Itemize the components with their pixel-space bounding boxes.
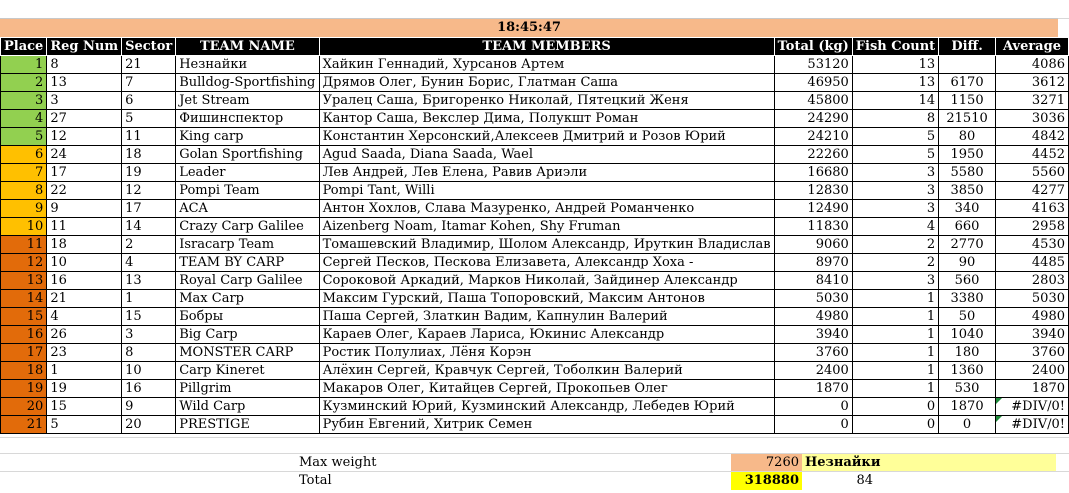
cell-average[interactable]: 2803	[995, 272, 1068, 290]
cell-diff[interactable]: 180	[939, 344, 996, 362]
header-average[interactable]: Average	[995, 38, 1068, 56]
cell-reg-num[interactable]: 23	[47, 344, 122, 362]
cell-diff[interactable]: 560	[939, 272, 996, 290]
cell-place[interactable]: 21	[1, 416, 47, 434]
max-weight-team[interactable]: Незнайки	[802, 454, 1056, 472]
cell-average[interactable]: 4485	[995, 254, 1068, 272]
table-row	[1, 200, 1069, 218]
cell-team-name[interactable]: Незнайки	[176, 56, 319, 74]
cell-fish-count[interactable]: 1	[852, 326, 938, 344]
table-row	[1, 416, 1069, 434]
cell-average[interactable]: 2958	[995, 218, 1068, 236]
cell-diff[interactable]: 1040	[939, 326, 996, 344]
cell-fish-count[interactable]: 4	[852, 218, 938, 236]
cell-sector[interactable]: 13	[122, 272, 176, 290]
cell-fish-count[interactable]: 1	[852, 380, 938, 398]
cell-total[interactable]: 12490	[774, 200, 852, 218]
cell-sector[interactable]: 21	[122, 56, 176, 74]
cell-team-name[interactable]: Wild Carp	[176, 398, 319, 416]
cell-average[interactable]: 2400	[995, 362, 1068, 380]
cell-diff[interactable]: 340	[939, 200, 996, 218]
cell-diff[interactable]: 50	[939, 308, 996, 326]
cell-sector[interactable]: 8	[122, 344, 176, 362]
cell-average[interactable]: #DIV/0!	[995, 416, 1068, 434]
cell-diff[interactable]: 0	[939, 416, 996, 434]
cell-team-members[interactable]: Алёхин Сергей, Кравчук Сергей, Тоболкин Валерий	[319, 362, 774, 380]
cell-total[interactable]: 8410	[774, 272, 852, 290]
cell-average[interactable]: 3940	[995, 326, 1068, 344]
cell-sector[interactable]: 3	[122, 326, 176, 344]
cell-fish-count[interactable]: 0	[852, 416, 938, 434]
cell-fish-count[interactable]: 8	[852, 110, 938, 128]
table-row	[1, 272, 1069, 290]
cell-fish-count[interactable]: 13	[852, 56, 938, 74]
table-row	[1, 254, 1069, 272]
cell-place[interactable]: 3	[1, 92, 47, 110]
cell-diff[interactable]	[939, 56, 996, 74]
cell-team-members[interactable]: Константин Херсонский,Алексеев Дмитрий и Розов Юрий	[319, 128, 774, 146]
cell-place[interactable]: 2	[1, 74, 47, 92]
cell-team-name[interactable]: Crazy Carp Galilee	[176, 218, 319, 236]
cell-sector[interactable]: 12	[122, 182, 176, 200]
header-team-members[interactable]: TEAM MEMBERS	[319, 38, 774, 56]
cell-average[interactable]: 3612	[995, 74, 1068, 92]
cell-team-members[interactable]: Караев Олег, Караев Лариса, Юкинис Александр	[319, 326, 774, 344]
cell-team-members[interactable]: Aizenberg Noam, Itamar Kohen, Shy Fruman	[319, 218, 774, 236]
cell-diff[interactable]: 530	[939, 380, 996, 398]
cell-diff[interactable]: 2770	[939, 236, 996, 254]
cell-fish-count[interactable]: 3	[852, 164, 938, 182]
results-body	[1, 56, 1069, 434]
cell-fish-count[interactable]: 3	[852, 200, 938, 218]
cell-total[interactable]: 24290	[774, 110, 852, 128]
cell-fish-count[interactable]: 1	[852, 290, 938, 308]
cell-place[interactable]: 19	[1, 380, 47, 398]
table-row	[1, 92, 1069, 110]
cell-fish-count[interactable]: 3	[852, 182, 938, 200]
cell-team-name[interactable]: Isracarp Team	[176, 236, 319, 254]
cell-reg-num[interactable]: 27	[47, 110, 122, 128]
header-reg-num[interactable]: Reg Num	[47, 38, 122, 56]
cell-reg-num[interactable]: 19	[47, 380, 122, 398]
max-weight-label[interactable]: Max weight	[299, 455, 377, 470]
cell-place[interactable]: 20	[1, 398, 47, 416]
cell-diff[interactable]: 6170	[939, 74, 996, 92]
cell-sector[interactable]: 17	[122, 200, 176, 218]
cell-team-members[interactable]: Pompi Tant, Willi	[319, 182, 774, 200]
table-row	[1, 128, 1069, 146]
cell-average[interactable]: #DIV/0!	[995, 398, 1068, 416]
cell-total[interactable]: 1870	[774, 380, 852, 398]
cell-sector[interactable]: 2	[122, 236, 176, 254]
cell-total[interactable]: 2400	[774, 362, 852, 380]
total-fish-value[interactable]: 84	[856, 473, 873, 488]
cell-team-name[interactable]: Фишинспектор	[176, 110, 319, 128]
cell-total[interactable]: 53120	[774, 56, 852, 74]
cell-reg-num[interactable]: 4	[47, 308, 122, 326]
timer-cell[interactable]: 18:45:47	[0, 18, 1058, 38]
max-weight-row	[0, 453, 1069, 472]
cell-place[interactable]: 11	[1, 236, 47, 254]
cell-reg-num[interactable]: 8	[47, 56, 122, 74]
table-row	[1, 74, 1069, 92]
cell-team-name[interactable]: TEAM BY CARP	[176, 254, 319, 272]
cell-sector[interactable]: 19	[122, 164, 176, 182]
cell-team-name[interactable]: Pompi Team	[176, 182, 319, 200]
cell-team-members[interactable]: Хайкин Геннадий, Хурсанов Артем	[319, 56, 774, 74]
cell-average[interactable]: 1870	[995, 380, 1068, 398]
table-row	[1, 344, 1069, 362]
cell-team-members[interactable]: Паша Сергей, Златкин Вадим, Капнулин Валерий	[319, 308, 774, 326]
cell-team-name[interactable]: King carp	[176, 128, 319, 146]
cell-team-members[interactable]: Ростик Полулиах, Лёня Корэн	[319, 344, 774, 362]
cell-total[interactable]: 24210	[774, 128, 852, 146]
cell-team-members[interactable]: Лев Андрей, Лев Елена, Равив Ариэли	[319, 164, 774, 182]
table-row	[1, 308, 1069, 326]
cell-reg-num[interactable]: 1	[47, 362, 122, 380]
cell-reg-num[interactable]: 3	[47, 92, 122, 110]
header-fish-count[interactable]: Fish Count	[852, 38, 938, 56]
cell-reg-num[interactable]: 13	[47, 74, 122, 92]
cell-reg-num[interactable]: 15	[47, 398, 122, 416]
cell-average[interactable]: 4086	[995, 56, 1068, 74]
cell-team-members[interactable]: Кантор Саша, Векслер Дима, Полукшт Роман	[319, 110, 774, 128]
cell-average[interactable]: 4277	[995, 182, 1068, 200]
cell-average[interactable]: 5030	[995, 290, 1068, 308]
cell-team-members[interactable]: Сергей Песков, Пескова Елизавета, Александр Хоха -	[319, 254, 774, 272]
cell-total[interactable]: 22260	[774, 146, 852, 164]
cell-reg-num[interactable]: 24	[47, 146, 122, 164]
cell-average[interactable]: 4163	[995, 200, 1068, 218]
cell-total[interactable]: 46950	[774, 74, 852, 92]
cell-reg-num[interactable]: 12	[47, 128, 122, 146]
cell-total[interactable]: 0	[774, 416, 852, 434]
cell-place[interactable]: 16	[1, 326, 47, 344]
cell-diff[interactable]: 1870	[939, 398, 996, 416]
cell-average[interactable]: 4530	[995, 236, 1068, 254]
cell-average[interactable]: 4980	[995, 308, 1068, 326]
results-table	[0, 37, 1069, 434]
table-row	[1, 380, 1069, 398]
cell-diff[interactable]: 1150	[939, 92, 996, 110]
total-label[interactable]: Total	[299, 473, 332, 488]
cell-place[interactable]: 14	[1, 290, 47, 308]
cell-diff[interactable]: 80	[939, 128, 996, 146]
cell-team-members[interactable]: Дрямов Олег, Бунин Борис, Глатман Саша	[319, 74, 774, 92]
cell-reg-num[interactable]: 17	[47, 164, 122, 182]
header-sector[interactable]: Sector	[122, 38, 176, 56]
cell-total[interactable]: 4980	[774, 308, 852, 326]
total-row	[0, 471, 1069, 490]
cell-sector[interactable]: 7	[122, 74, 176, 92]
cell-reg-num[interactable]: 11	[47, 218, 122, 236]
cell-average[interactable]: 3760	[995, 344, 1068, 362]
table-row	[1, 164, 1069, 182]
cell-fish-count[interactable]: 3	[852, 272, 938, 290]
table-row	[1, 218, 1069, 236]
cell-diff[interactable]: 90	[939, 254, 996, 272]
cell-team-name[interactable]: MONSTER CARP	[176, 344, 319, 362]
cell-sector[interactable]: 4	[122, 254, 176, 272]
cell-reg-num[interactable]: 21	[47, 290, 122, 308]
cell-total[interactable]: 3760	[774, 344, 852, 362]
cell-place[interactable]: 1	[1, 56, 47, 74]
cell-team-members[interactable]: Кузминский Юрий, Кузминский Александр, Лебедев Юрий	[319, 398, 774, 416]
cell-total[interactable]: 0	[774, 398, 852, 416]
cell-place[interactable]: 10	[1, 218, 47, 236]
cell-total[interactable]: 45800	[774, 92, 852, 110]
cell-reg-num[interactable]: 9	[47, 200, 122, 218]
cell-reg-num[interactable]: 5	[47, 416, 122, 434]
cell-team-name[interactable]: ACA	[176, 200, 319, 218]
cell-fish-count[interactable]: 14	[852, 92, 938, 110]
cell-total[interactable]: 8970	[774, 254, 852, 272]
cell-fish-count[interactable]: 1	[852, 344, 938, 362]
cell-fish-count[interactable]: 2	[852, 254, 938, 272]
cell-place[interactable]: 7	[1, 164, 47, 182]
cell-team-members[interactable]: Уралец Саша, Бригоренко Николай, Пятецкий Женя	[319, 92, 774, 110]
cell-total[interactable]: 16680	[774, 164, 852, 182]
cell-team-name[interactable]: Pillgrim	[176, 380, 319, 398]
cell-diff[interactable]: 3380	[939, 290, 996, 308]
cell-fish-count[interactable]: 1	[852, 362, 938, 380]
cell-sector[interactable]: 5	[122, 110, 176, 128]
cell-place[interactable]: 9	[1, 200, 47, 218]
cell-place[interactable]: 12	[1, 254, 47, 272]
cell-sector[interactable]: 9	[122, 398, 176, 416]
cell-team-members[interactable]: Антон Хохлов, Слава Мазуренко, Андрей Романченко	[319, 200, 774, 218]
cell-sector[interactable]: 14	[122, 218, 176, 236]
cell-place[interactable]: 6	[1, 146, 47, 164]
cell-team-members[interactable]: Agud Saada, Diana Saada, Wael	[319, 146, 774, 164]
cell-diff[interactable]: 21510	[939, 110, 996, 128]
cell-sector[interactable]: 11	[122, 128, 176, 146]
table-row	[1, 398, 1069, 416]
cell-sector[interactable]: 20	[122, 416, 176, 434]
header-row	[1, 38, 1069, 56]
cell-fish-count[interactable]: 5	[852, 146, 938, 164]
cell-fish-count[interactable]: 5	[852, 128, 938, 146]
cell-average[interactable]: 3271	[995, 92, 1068, 110]
cell-team-members[interactable]: Максим Гурский, Паша Топоровский, Максим Антонов	[319, 290, 774, 308]
cell-total[interactable]: 3940	[774, 326, 852, 344]
cell-diff[interactable]: 5580	[939, 164, 996, 182]
cell-diff[interactable]: 1360	[939, 362, 996, 380]
table-row	[1, 236, 1069, 254]
cell-team-name[interactable]: Big Carp	[176, 326, 319, 344]
cell-team-name[interactable]: Bulldog-Sportfishing	[176, 74, 319, 92]
cell-average[interactable]: 3036	[995, 110, 1068, 128]
cell-average[interactable]: 4842	[995, 128, 1068, 146]
header-team-name[interactable]: TEAM NAME	[176, 38, 319, 56]
cell-team-members[interactable]: Томашевский Владимир, Шолом Александр, Ируткин Владислав	[319, 236, 774, 254]
cell-team-name[interactable]: Бобры	[176, 308, 319, 326]
cell-diff[interactable]: 660	[939, 218, 996, 236]
table-row	[1, 182, 1069, 200]
cell-place[interactable]: 8	[1, 182, 47, 200]
cell-reg-num[interactable]: 10	[47, 254, 122, 272]
cell-average[interactable]: 4452	[995, 146, 1068, 164]
empty-top-row[interactable]	[0, 0, 1069, 19]
header-place[interactable]: Place	[1, 38, 47, 56]
cell-sector[interactable]: 10	[122, 362, 176, 380]
cell-average[interactable]: 5560	[995, 164, 1068, 182]
cell-reg-num[interactable]: 22	[47, 182, 122, 200]
table-row	[1, 362, 1069, 380]
cell-diff[interactable]: 1950	[939, 146, 996, 164]
table-row	[1, 326, 1069, 344]
cell-reg-num[interactable]: 18	[47, 236, 122, 254]
max-weight-value[interactable]: 7260	[731, 454, 802, 472]
cell-place[interactable]: 4	[1, 110, 47, 128]
table-row	[1, 56, 1069, 74]
cell-team-name[interactable]: Carp Kineret	[176, 362, 319, 380]
cell-sector[interactable]: 1	[122, 290, 176, 308]
cell-reg-num[interactable]: 16	[47, 272, 122, 290]
cell-fish-count[interactable]: 2	[852, 236, 938, 254]
cell-place[interactable]: 15	[1, 308, 47, 326]
cell-place[interactable]: 13	[1, 272, 47, 290]
cell-fish-count[interactable]: 0	[852, 398, 938, 416]
cell-sector[interactable]: 6	[122, 92, 176, 110]
cell-team-name[interactable]: Leader	[176, 164, 319, 182]
cell-diff[interactable]: 3850	[939, 182, 996, 200]
cell-team-members[interactable]: Макаров Олег, Китайцев Сергей, Прокопьев Олег	[319, 380, 774, 398]
cell-sector[interactable]: 18	[122, 146, 176, 164]
cell-total[interactable]: 9060	[774, 236, 852, 254]
cell-total[interactable]: 5030	[774, 290, 852, 308]
cell-team-name[interactable]: Royal Carp Galilee	[176, 272, 319, 290]
header-diff[interactable]: Diff.	[939, 38, 996, 56]
cell-team-name[interactable]: Jet Stream	[176, 92, 319, 110]
table-row	[1, 110, 1069, 128]
table-row	[1, 146, 1069, 164]
cell-place[interactable]: 5	[1, 128, 47, 146]
table-row	[1, 290, 1069, 308]
cell-sector[interactable]: 16	[122, 380, 176, 398]
total-weight-value[interactable]: 318880	[731, 472, 802, 490]
cell-place[interactable]: 17	[1, 344, 47, 362]
cell-team-members[interactable]: Сороковой Аркадий, Марков Николай, Зайдинер Александр	[319, 272, 774, 290]
cell-total[interactable]: 12830	[774, 182, 852, 200]
cell-total[interactable]: 11830	[774, 218, 852, 236]
cell-team-name[interactable]: Max Carp	[176, 290, 319, 308]
header-total[interactable]: Total (kg)	[774, 38, 852, 56]
cell-team-name[interactable]: PRESTIGE	[176, 416, 319, 434]
cell-place[interactable]: 18	[1, 362, 47, 380]
cell-reg-num[interactable]: 26	[47, 326, 122, 344]
cell-sector[interactable]: 15	[122, 308, 176, 326]
cell-fish-count[interactable]: 1	[852, 308, 938, 326]
cell-fish-count[interactable]: 13	[852, 74, 938, 92]
cell-team-name[interactable]: Golan Sportfishing	[176, 146, 319, 164]
cell-team-members[interactable]: Рубин Евгений, Хитрик Семен	[319, 416, 774, 434]
